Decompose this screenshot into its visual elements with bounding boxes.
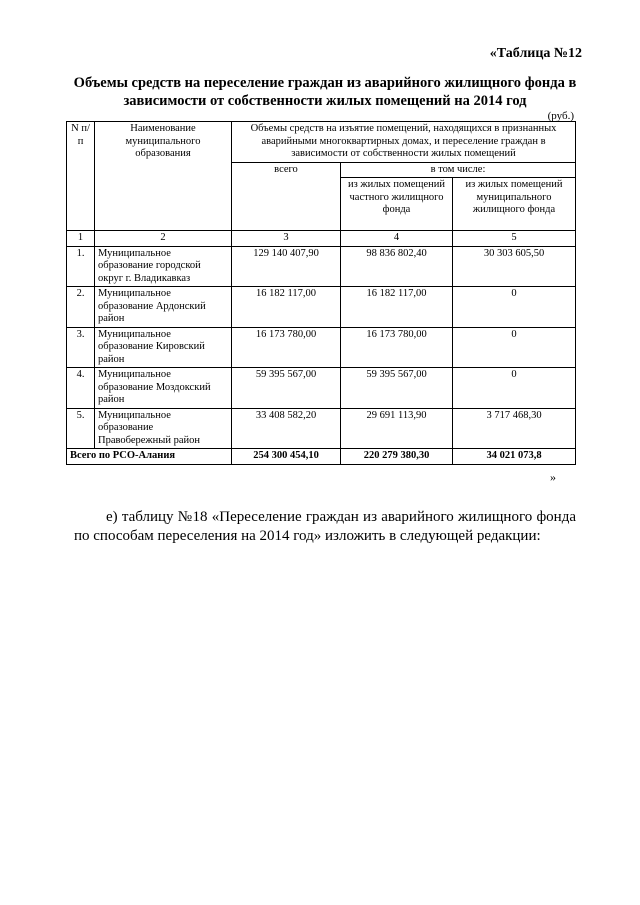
header-row-1 [67, 122, 576, 163]
header-municipal: из жилых помещений муниципального жилищного фонда [453, 178, 576, 231]
row-municipal: 0 [453, 287, 576, 328]
row-number: 3. [67, 327, 95, 368]
row-total: 33 408 582,20 [232, 408, 341, 449]
header-private: из жилых помещений частного жилищного фонда [341, 178, 453, 231]
total-row [67, 449, 576, 465]
row-municipal: 0 [453, 368, 576, 409]
row-municipal: 3 717 468,30 [453, 408, 576, 449]
row-total: 16 173 780,00 [232, 327, 341, 368]
col-number: 3 [232, 231, 341, 247]
row-number: 4. [67, 368, 95, 409]
row-number: 1. [67, 246, 95, 287]
total-private: 220 279 380,30 [341, 449, 453, 465]
row-private: 98 836 802,40 [341, 246, 453, 287]
body-paragraph: е) таблицу №18 «Переселение граждан из аварийного жилищного фонда по способам переселения на 2014 год» изложить в следующей редакции: [74, 509, 576, 544]
row-total: 59 395 567,00 [232, 368, 341, 409]
row-municipal: 30 303 605,50 [453, 246, 576, 287]
column-numbers-row [67, 231, 576, 247]
row-number: 5. [67, 408, 95, 449]
total-municipal: 34 021 073,8 [453, 449, 576, 465]
table-row [67, 246, 576, 287]
row-private: 59 395 567,00 [341, 368, 453, 409]
row-name: Муниципальное образование Кировский район [95, 327, 232, 368]
row-private: 29 691 113,90 [341, 408, 453, 449]
table-row [67, 408, 576, 449]
header-including: в том числе: [341, 162, 576, 178]
table-number-label: «Таблица №12 [489, 46, 582, 61]
row-private: 16 182 117,00 [341, 287, 453, 328]
row-private: 16 173 780,00 [341, 327, 453, 368]
closing-quote: » [550, 470, 556, 484]
row-municipal: 0 [453, 327, 576, 368]
table-title: Объемы средств на переселение граждан из аварийного жилищного фонда в зависимости от собственности жилых помещений на 2014 год [73, 75, 577, 109]
row-name: Муниципальное образование городской округ г. Владикавказ [95, 246, 232, 287]
col-number: 4 [341, 231, 453, 247]
row-name: Муниципальное образование Моздокский район [95, 368, 232, 409]
table-row [67, 368, 576, 409]
col-number: 2 [95, 231, 232, 247]
table-row [67, 287, 576, 328]
header-funds: Объемы средств на изъятие помещений, находящихся в признанных аварийными многоквартирных домах, и переселение граждан в зависимости от собственности жилых помещений [232, 122, 576, 163]
row-total: 16 182 117,00 [232, 287, 341, 328]
header-name: Наименование муниципального образования [95, 122, 232, 231]
funds-table [66, 121, 576, 465]
row-name: Муниципальное образование Правобережный район [95, 408, 232, 449]
total-label: Всего по РСО-Алания [67, 449, 232, 465]
row-name: Муниципальное образование Ардонский район [95, 287, 232, 328]
units-label: (руб.) [547, 110, 574, 122]
row-number: 2. [67, 287, 95, 328]
row-total: 129 140 407,90 [232, 246, 341, 287]
table-row [67, 327, 576, 368]
header-num: N п/п [67, 122, 95, 231]
col-number: 1 [67, 231, 95, 247]
header-total: всего [232, 162, 341, 231]
col-number: 5 [453, 231, 576, 247]
total-sum: 254 300 454,10 [232, 449, 341, 465]
